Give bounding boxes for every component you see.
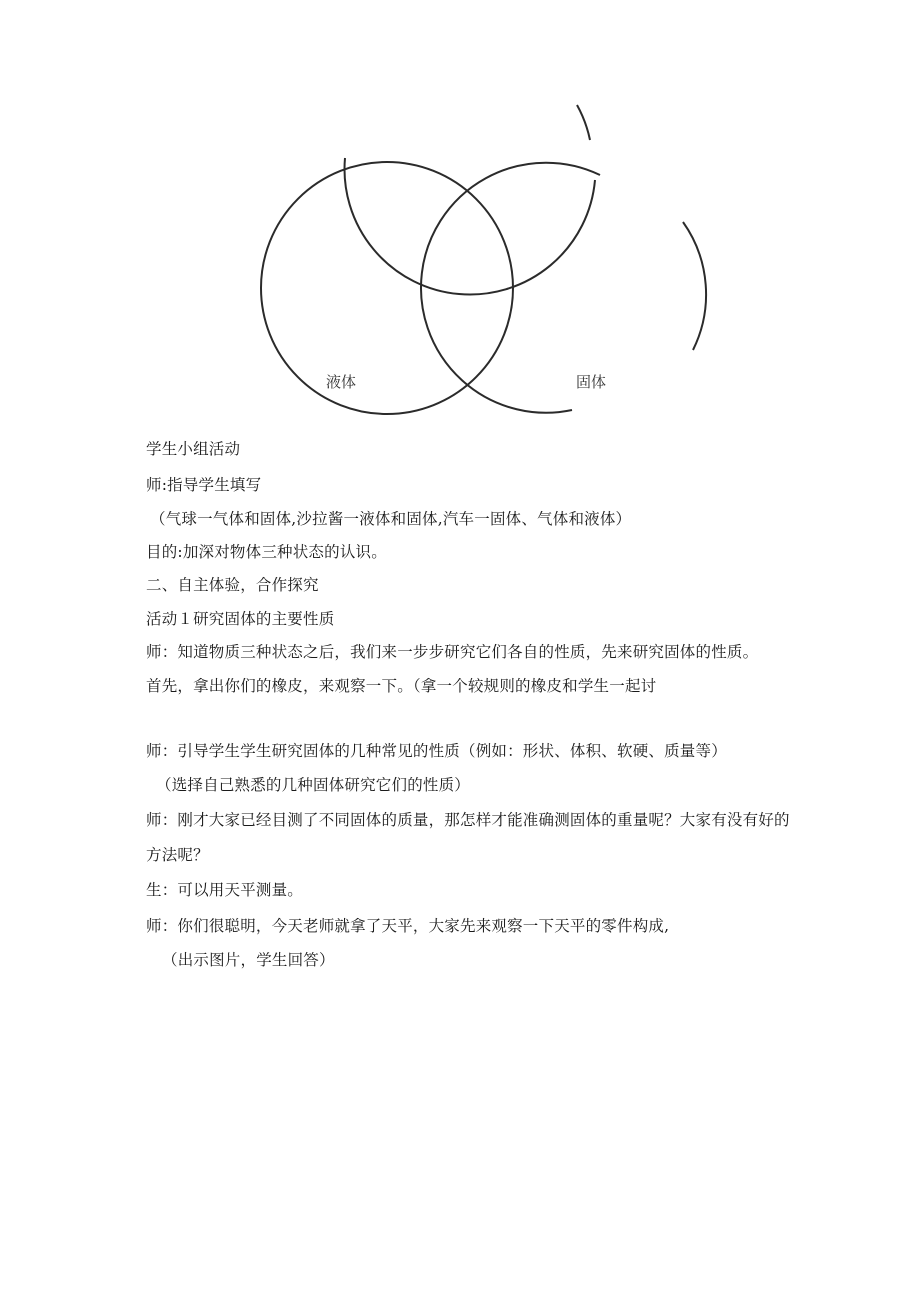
- text-line: 首先，拿出你们的橡皮，来观察一下。（拿一个较规则的橡皮和学生一起讨: [146, 677, 657, 695]
- text-line: （选择自己熟悉的几种固体研究它们的性质）: [156, 776, 471, 794]
- venn-diagram: [250, 100, 720, 425]
- text-line: 师：你们很聪明，今天老师就拿了天平，大家先来观察一下天平的零件构成,: [146, 917, 670, 935]
- venn-label-solid: 固体: [576, 373, 607, 391]
- text-line: 目的:加深对物体三种状态的认识。: [146, 543, 387, 561]
- text-line: 方法呢？: [146, 846, 209, 864]
- venn-label-liquid: 液体: [326, 373, 357, 391]
- solid-circle-arc-right: [683, 222, 706, 350]
- text-line: （出示图片，学生回答）: [162, 951, 335, 969]
- gas-circle: [345, 158, 595, 295]
- text-line: 学生小组活动: [146, 440, 241, 458]
- text-line: 师：刚才大家已经目测了不同固体的质量，那怎样才能准确测固体的重量呢？大家有没有好的: [146, 811, 790, 829]
- activity-heading: 活动１研究固体的主要性质: [146, 610, 335, 628]
- text-line: 生：可以用天平测量。: [146, 881, 304, 899]
- gas-circle-arc-top: [577, 105, 590, 140]
- text-line: 师:指导学生填写: [146, 476, 262, 494]
- liquid-circle: [261, 162, 513, 414]
- text-line: 师：引导学生学生研究固体的几种常见的性质（例如：形状、体积、软硬、质量等）: [146, 742, 727, 760]
- section-heading: 二、自主体验，合作探究: [146, 576, 319, 594]
- venn-diagram-svg: [250, 100, 720, 425]
- text-line: （气球一气体和固体,沙拉酱一液体和固体,汽车一固体、气体和液体）: [150, 510, 632, 528]
- text-line: 师：知道物质三种状态之后，我们来一步步研究它们各自的性质，先来研究固体的性质。: [146, 643, 759, 661]
